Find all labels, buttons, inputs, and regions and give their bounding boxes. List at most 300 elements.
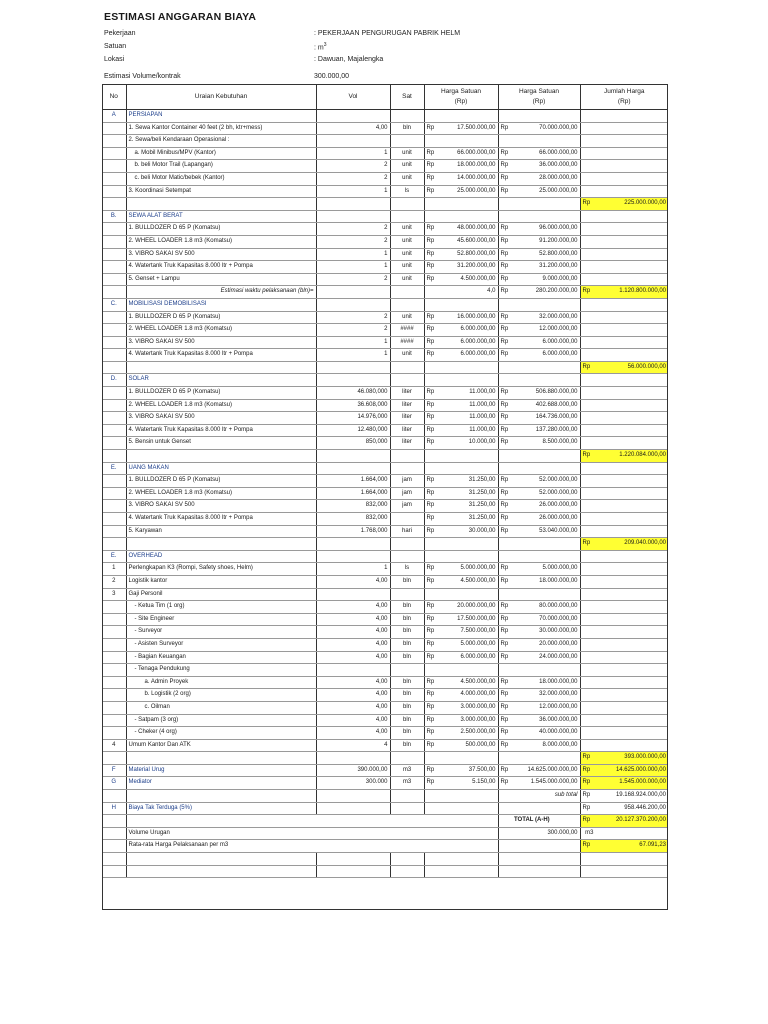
row-total — [598, 399, 668, 412]
row-harga-satuan: 31.250,00 — [438, 513, 498, 526]
table-row — [102, 575, 668, 588]
table-row — [102, 160, 668, 173]
row-harga-satuan: 17.500.000,00 — [438, 122, 498, 135]
table-row — [102, 374, 668, 387]
row-total — [598, 122, 668, 135]
row-rp-3 — [580, 110, 598, 123]
row-total — [598, 664, 668, 677]
row-volume — [316, 802, 390, 815]
row-harga-satuan: 6.000.000,00 — [438, 336, 498, 349]
info-label-satuan: Satuan — [104, 43, 127, 50]
row-harga-jumlah: 6.000.000,00 — [512, 349, 580, 362]
row-rp-1: Rp — [424, 575, 438, 588]
row-harga-satuan — [438, 462, 498, 475]
row-description — [126, 815, 316, 828]
row-harga-satuan: 31.250,00 — [438, 487, 498, 500]
row-rp-3 — [580, 374, 598, 387]
row-rp-1: Rp — [424, 764, 438, 777]
row-volume — [316, 374, 390, 387]
table-row — [102, 550, 668, 563]
row-harga-jumlah: 12.000.000,00 — [512, 324, 580, 337]
row-description: c. beli Motor Matic/bebek (Kantor) — [126, 172, 316, 185]
row-harga-jumlah: 8.000.000,00 — [512, 739, 580, 752]
cost-estimate-table — [102, 84, 668, 878]
row-no — [102, 475, 126, 488]
row-total — [598, 172, 668, 185]
row-total: 209.040.000,00 — [598, 538, 668, 551]
row-harga-jumlah: 26.000.000,00 — [512, 513, 580, 526]
row-total — [598, 424, 668, 437]
row-harga-jumlah: 5.000.000,00 — [512, 563, 580, 576]
row-rp-2 — [498, 198, 512, 211]
table-row — [102, 827, 668, 840]
row-rp-1: Rp — [424, 475, 438, 488]
row-description: c. Oilman — [126, 701, 316, 714]
row-unit: bln — [390, 727, 424, 740]
row-rp-3 — [580, 601, 598, 614]
row-unit — [390, 840, 424, 853]
row-rp-1: Rp — [424, 387, 438, 400]
row-rp-1: Rp — [424, 185, 438, 198]
row-total — [598, 185, 668, 198]
row-harga-jumlah: 24.000.000,00 — [512, 651, 580, 664]
row-rp-3 — [580, 412, 598, 425]
row-rp-2: Rp — [498, 739, 512, 752]
row-no — [102, 273, 126, 286]
row-harga-jumlah — [512, 550, 580, 563]
row-description — [126, 450, 316, 463]
row-unit — [390, 538, 424, 551]
row-description: 1. Sewa Kantor Container 40 feet (2 bh, ktr+mess) — [126, 122, 316, 135]
table-row — [102, 626, 668, 639]
row-no — [102, 147, 126, 160]
row-rp-1: Rp — [424, 261, 438, 274]
row-harga-jumlah — [512, 298, 580, 311]
row-description: - Ketua Tim (1 org) — [126, 601, 316, 614]
row-harga-satuan — [438, 361, 498, 374]
row-rp-2 — [498, 815, 512, 828]
row-description: 1. BULLDOZER D 65 P (Komatsu) — [126, 223, 316, 236]
row-rp-1: Rp — [424, 172, 438, 185]
table-body — [102, 110, 668, 878]
row-rp-2: Rp — [498, 336, 512, 349]
table-row — [102, 853, 668, 866]
table-row — [102, 311, 668, 324]
row-rp-3 — [580, 172, 598, 185]
table-row — [102, 336, 668, 349]
row-total — [598, 701, 668, 714]
row-rp-2: Rp — [498, 487, 512, 500]
row-description: PERSIAPAN — [126, 110, 316, 123]
row-harga-jumlah: 52.000.000,00 — [512, 475, 580, 488]
row-rp-1: Rp — [424, 424, 438, 437]
row-unit — [390, 815, 424, 828]
row-rp-3 — [580, 160, 598, 173]
row-total — [598, 676, 668, 689]
row-volume: 4,00 — [316, 701, 390, 714]
row-rp-3 — [580, 424, 598, 437]
row-volume: 390.000,00 — [316, 764, 390, 777]
row-description: 4. Watertank Truk Kapasitas 8.000 ltr + Pompa — [126, 513, 316, 526]
row-rp-1: Rp — [424, 513, 438, 526]
row-harga-satuan: 11.000,00 — [438, 399, 498, 412]
row-harga-jumlah: 80.000.000,00 — [512, 601, 580, 614]
row-rp-1 — [424, 298, 438, 311]
row-description: - Asisten Surveyor — [126, 638, 316, 651]
row-harga-jumlah: 96.000.000,00 — [512, 223, 580, 236]
row-no — [102, 122, 126, 135]
row-total — [598, 110, 668, 123]
row-no — [102, 324, 126, 337]
row-volume: 300.000 — [316, 777, 390, 790]
row-total — [598, 261, 668, 274]
row-unit: unit — [390, 235, 424, 248]
row-unit: unit — [390, 349, 424, 362]
header-jumlah-top: Jumlah Harga — [604, 87, 645, 95]
row-no — [102, 235, 126, 248]
row-rp-1: Rp — [424, 626, 438, 639]
row-total — [598, 853, 668, 866]
row-harga-jumlah: 70.000.000,00 — [512, 122, 580, 135]
row-description — [126, 853, 316, 866]
row-harga-jumlah — [512, 802, 580, 815]
row-harga-satuan: 500.000,00 — [438, 739, 498, 752]
row-rp-1: Rp — [424, 525, 438, 538]
row-rp-2: Rp — [498, 701, 512, 714]
row-total: 225.000.000,00 — [598, 198, 668, 211]
table-row — [102, 764, 668, 777]
row-total — [598, 311, 668, 324]
table-row — [102, 613, 668, 626]
row-rp-1 — [424, 110, 438, 123]
row-rp-1: Rp — [424, 651, 438, 664]
row-no: H — [102, 802, 126, 815]
table-row — [102, 563, 668, 576]
row-volume: 4,00 — [316, 122, 390, 135]
row-description — [126, 198, 316, 211]
row-unit — [390, 110, 424, 123]
row-harga-jumlah: 8.500.000,00 — [512, 437, 580, 450]
row-unit — [390, 198, 424, 211]
row-volume: 832,000 — [316, 500, 390, 513]
row-rp-1: Rp — [424, 223, 438, 236]
row-volume — [316, 110, 390, 123]
row-unit: ls — [390, 563, 424, 576]
row-rp-1: Rp — [424, 235, 438, 248]
row-no — [102, 361, 126, 374]
row-harga-jumlah — [512, 865, 580, 878]
row-rp-2: Rp — [498, 273, 512, 286]
row-rp-3 — [580, 437, 598, 450]
row-harga-jumlah — [512, 374, 580, 387]
row-total: 393.000.000,00 — [598, 752, 668, 765]
row-harga-jumlah: 36.000.000,00 — [512, 160, 580, 173]
row-no — [102, 601, 126, 614]
table-row — [102, 588, 668, 601]
row-description: 3. VIBRO SAKAI SV 500 — [126, 248, 316, 261]
row-unit — [390, 865, 424, 878]
row-rp-3 — [580, 349, 598, 362]
table-row — [102, 210, 668, 223]
row-unit: unit — [390, 273, 424, 286]
row-rp-3 — [580, 550, 598, 563]
row-rp-3: Rp — [580, 361, 598, 374]
row-description — [126, 361, 316, 374]
row-unit: bln — [390, 626, 424, 639]
row-no — [102, 827, 126, 840]
row-rp-2: Rp — [498, 500, 512, 513]
row-rp-3 — [580, 626, 598, 639]
row-rp-2: Rp — [498, 513, 512, 526]
row-harga-jumlah — [512, 840, 580, 853]
row-unit: unit — [390, 147, 424, 160]
row-volume: 4,00 — [316, 601, 390, 614]
header-jumlah-harga — [580, 84, 668, 110]
row-total — [598, 827, 668, 840]
row-rp-1: Rp — [424, 727, 438, 740]
row-rp-1: Rp — [424, 500, 438, 513]
row-rp-3 — [580, 651, 598, 664]
row-harga-satuan: 66.000.000,00 — [438, 147, 498, 160]
row-total — [598, 349, 668, 362]
row-total — [598, 638, 668, 651]
row-rp-1: Rp — [424, 412, 438, 425]
row-rp-1 — [424, 550, 438, 563]
row-total — [598, 601, 668, 614]
row-description: 4. Watertank Truk Kapasitas 8.000 ltr + Pompa — [126, 261, 316, 274]
row-rp-2: Rp — [498, 613, 512, 626]
row-harga-jumlah: 91.200.000,00 — [512, 235, 580, 248]
row-total — [598, 626, 668, 639]
row-harga-jumlah: 12.000.000,00 — [512, 701, 580, 714]
row-rp-2: Rp — [498, 399, 512, 412]
row-unit: bln — [390, 676, 424, 689]
table-row — [102, 324, 668, 337]
table-row — [102, 223, 668, 236]
header-harga2-top: Harga Satuan — [518, 87, 560, 95]
row-volume: 2 — [316, 235, 390, 248]
header-harga-satuan-2 — [498, 84, 580, 110]
row-rp-2: Rp — [498, 424, 512, 437]
row-rp-2 — [498, 110, 512, 123]
row-total — [598, 160, 668, 173]
row-rp-2 — [498, 361, 512, 374]
table-row — [102, 361, 668, 374]
row-no — [102, 160, 126, 173]
row-rp-3: Rp — [580, 538, 598, 551]
row-unit: bln — [390, 689, 424, 702]
row-no — [102, 853, 126, 866]
row-rp-2: Rp — [498, 475, 512, 488]
row-description: 5. Bensin untuk Genset — [126, 437, 316, 450]
row-no: 3 — [102, 588, 126, 601]
table-row — [102, 399, 668, 412]
row-harga-jumlah — [512, 135, 580, 148]
row-volume — [316, 135, 390, 148]
row-rp-1 — [424, 374, 438, 387]
row-description: Umum Kantor Dan ATK — [126, 739, 316, 752]
row-unit — [390, 513, 424, 526]
row-unit — [390, 374, 424, 387]
row-rp-2: Rp — [498, 651, 512, 664]
row-rp-1: Rp — [424, 689, 438, 702]
table-row — [102, 802, 668, 815]
table-row — [102, 840, 668, 853]
row-volume: 1 — [316, 248, 390, 261]
row-no: C. — [102, 298, 126, 311]
header-sat: Sat — [390, 84, 424, 110]
row-description: Mediator — [126, 777, 316, 790]
row-total — [598, 525, 668, 538]
row-volume: 4,00 — [316, 613, 390, 626]
row-rp-3 — [580, 575, 598, 588]
row-description: Perlengkapan K3 (Rompi, Safety shoes, Helm) — [126, 563, 316, 576]
row-description: Material Urug — [126, 764, 316, 777]
row-harga-satuan: 11.000,00 — [438, 424, 498, 437]
row-harga-jumlah — [512, 110, 580, 123]
row-harga-satuan — [438, 210, 498, 223]
row-no — [102, 538, 126, 551]
row-rp-2 — [498, 538, 512, 551]
row-harga-satuan: 4.000.000,00 — [438, 689, 498, 702]
row-rp-3: Rp — [580, 764, 598, 777]
row-no: E. — [102, 462, 126, 475]
row-volume: 832,000 — [316, 513, 390, 526]
row-rp-2: Rp — [498, 601, 512, 614]
row-rp-1 — [424, 790, 438, 803]
row-no — [102, 450, 126, 463]
row-description: 2. WHEEL LOADER 1.8 m3 (Komatsu) — [126, 324, 316, 337]
row-harga-jumlah: 30.000.000,00 — [512, 626, 580, 639]
header-harga-satuan-1 — [424, 84, 498, 110]
row-unit — [390, 752, 424, 765]
row-harga-satuan — [438, 538, 498, 551]
row-rp-3 — [580, 324, 598, 337]
row-no — [102, 336, 126, 349]
table-row — [102, 525, 668, 538]
row-harga-jumlah — [512, 588, 580, 601]
row-unit: hari — [390, 525, 424, 538]
row-volume — [316, 853, 390, 866]
row-total — [598, 437, 668, 450]
table-row — [102, 651, 668, 664]
row-harga-satuan — [438, 298, 498, 311]
row-harga-satuan — [438, 815, 498, 828]
row-total: 20.127.370.200,00 — [598, 815, 668, 828]
table-row — [102, 701, 668, 714]
row-rp-2 — [498, 827, 512, 840]
row-rp-1: Rp — [424, 324, 438, 337]
row-rp-1: Rp — [424, 248, 438, 261]
row-harga-satuan: 31.250,00 — [438, 500, 498, 513]
row-volume: 4,00 — [316, 714, 390, 727]
row-harga-jumlah — [512, 462, 580, 475]
row-unit: #### — [390, 336, 424, 349]
row-volume: 4,00 — [316, 727, 390, 740]
row-unit — [390, 588, 424, 601]
row-rp-3 — [580, 701, 598, 714]
row-rp-2: Rp — [498, 676, 512, 689]
row-description: 2. Sewa/beli Kendaraan Operasional : — [126, 135, 316, 148]
table-row — [102, 198, 668, 211]
row-description: 3. VIBRO SAKAI SV 500 — [126, 412, 316, 425]
row-rp-3 — [580, 727, 598, 740]
row-rp-3 — [580, 513, 598, 526]
row-volume — [316, 815, 390, 828]
row-total — [598, 462, 668, 475]
row-harga-jumlah — [512, 198, 580, 211]
row-rp-3: Rp — [580, 198, 598, 211]
row-total — [598, 727, 668, 740]
row-rp-3 — [580, 475, 598, 488]
row-rp-2 — [498, 462, 512, 475]
row-volume: 1 — [316, 349, 390, 362]
row-rp-3: Rp — [580, 815, 598, 828]
row-rp-3 — [580, 500, 598, 513]
info-label-lokasi: Lokasi — [104, 56, 125, 63]
row-harga-jumlah: 52.800.000,00 — [512, 248, 580, 261]
row-rp-2: Rp — [498, 777, 512, 790]
row-harga-satuan — [438, 550, 498, 563]
row-no — [102, 513, 126, 526]
row-no — [102, 500, 126, 513]
row-no — [102, 135, 126, 148]
row-no — [102, 638, 126, 651]
header-no: No — [102, 84, 126, 110]
row-rp-3 — [580, 248, 598, 261]
row-description: b. beli Motor Trail (Lapangan) — [126, 160, 316, 173]
table-row — [102, 147, 668, 160]
row-rp-2 — [498, 210, 512, 223]
row-unit — [390, 802, 424, 815]
row-no — [102, 412, 126, 425]
row-no — [102, 185, 126, 198]
table-row — [102, 752, 668, 765]
row-rp-3 — [580, 210, 598, 223]
header-jumlah-bot: (Rp) — [617, 97, 631, 105]
row-rp-3: Rp — [580, 840, 598, 853]
row-unit: bln — [390, 739, 424, 752]
row-total — [598, 412, 668, 425]
row-rp-3 — [580, 638, 598, 651]
table-row — [102, 865, 668, 878]
row-rp-2: Rp — [498, 525, 512, 538]
row-rp-2: Rp — [498, 160, 512, 173]
row-description: Rata-rata Harga Pelaksanaan per m3 — [126, 840, 316, 853]
row-harga-satuan: 6.000.000,00 — [438, 651, 498, 664]
row-harga-satuan: 25.000.000,00 — [438, 185, 498, 198]
row-volume — [316, 198, 390, 211]
row-no: 4 — [102, 739, 126, 752]
row-no — [102, 223, 126, 236]
row-no — [102, 626, 126, 639]
row-harga-jumlah: 32.000.000,00 — [512, 689, 580, 702]
row-unit — [390, 853, 424, 866]
row-rp-1: Rp — [424, 487, 438, 500]
row-unit — [390, 361, 424, 374]
row-volume: 1 — [316, 336, 390, 349]
row-rp-2 — [498, 802, 512, 815]
row-harga-satuan — [438, 664, 498, 677]
table-row — [102, 777, 668, 790]
row-unit: bln — [390, 651, 424, 664]
row-unit: unit — [390, 160, 424, 173]
row-volume: 4,00 — [316, 575, 390, 588]
row-total — [598, 387, 668, 400]
row-no — [102, 198, 126, 211]
row-total — [598, 613, 668, 626]
table-row — [102, 437, 668, 450]
